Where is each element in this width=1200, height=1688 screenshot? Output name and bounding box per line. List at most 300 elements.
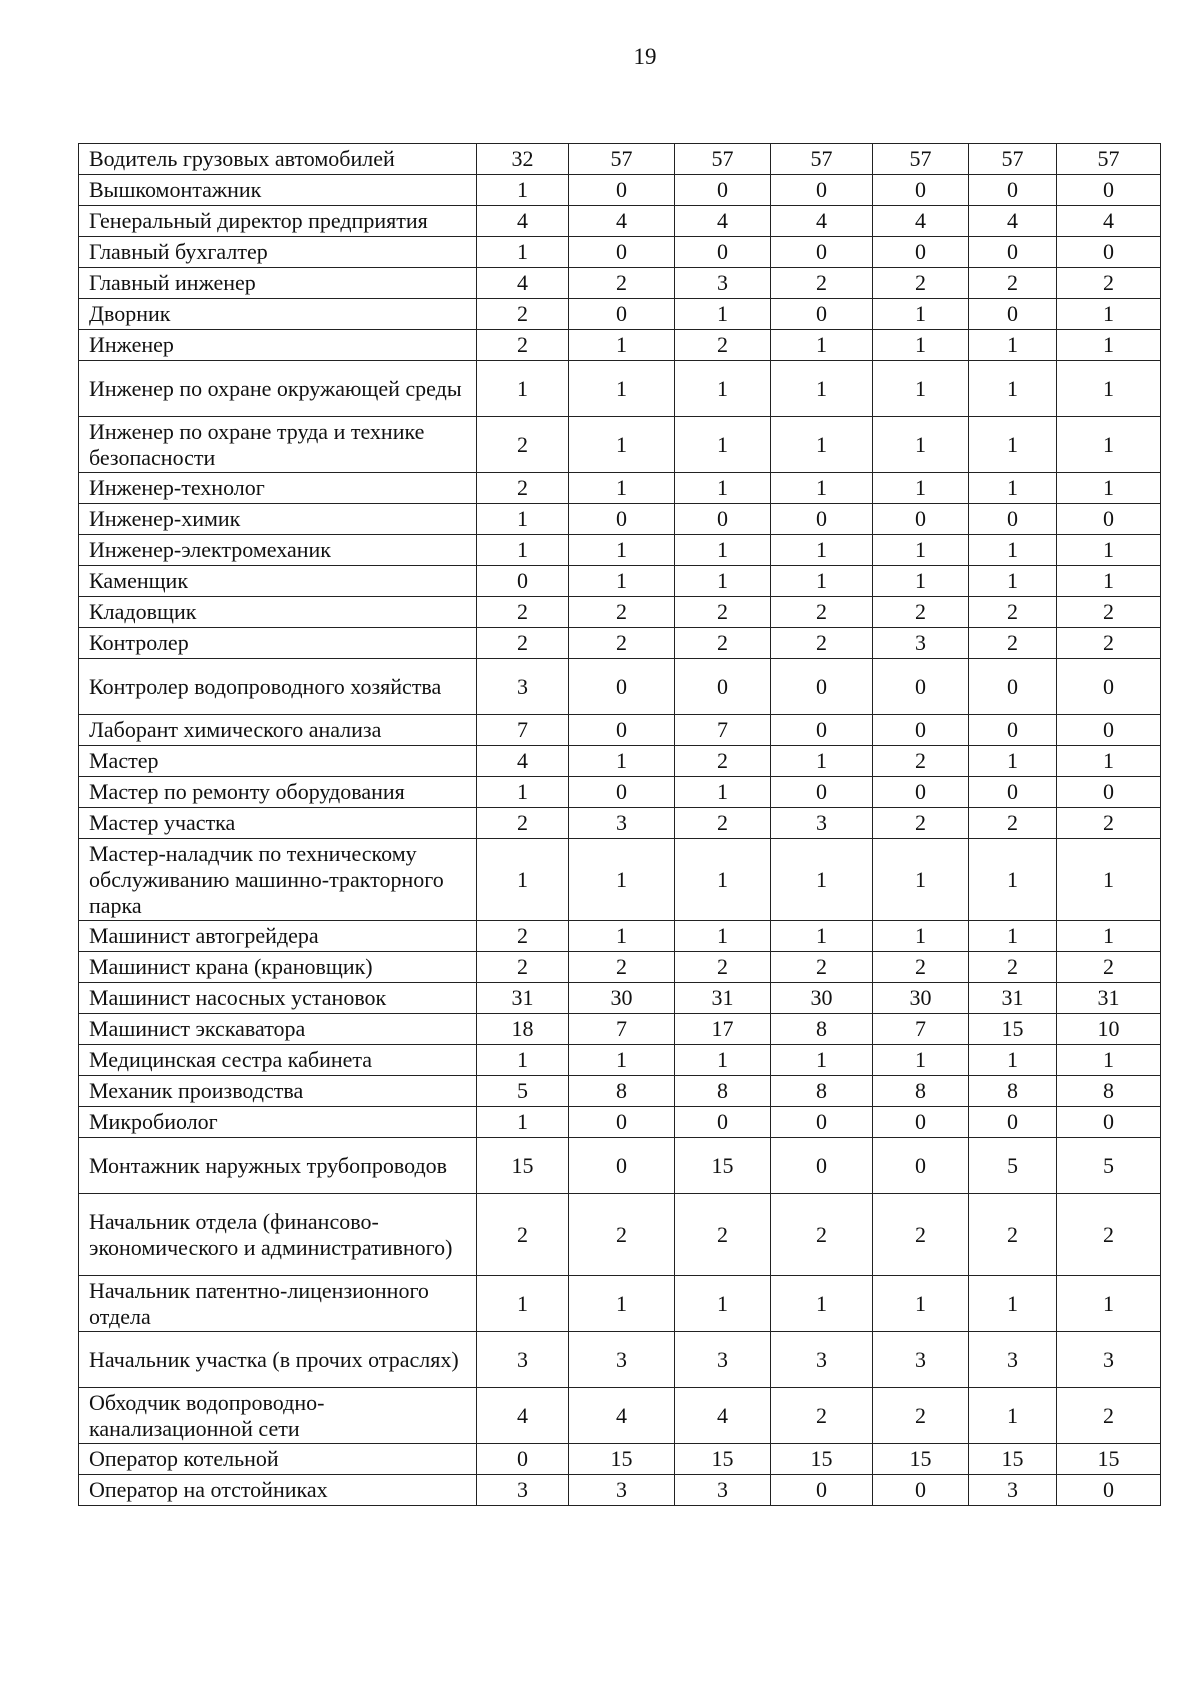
- position-name-cell: Машинист экскаватора: [79, 1014, 477, 1045]
- page-number: 19: [633, 44, 657, 69]
- value-cell: 1: [675, 361, 771, 417]
- staffing-table: [78, 143, 1161, 1506]
- value-cell: 30: [569, 983, 675, 1014]
- value-cell: 2: [569, 268, 675, 299]
- value-cell: 1: [969, 746, 1057, 777]
- value-cell: 3: [569, 1332, 675, 1388]
- position-name-cell: Инженер-технолог: [79, 473, 477, 504]
- position-name-cell: Дворник: [79, 299, 477, 330]
- value-cell: 0: [969, 659, 1057, 715]
- value-cell: 2: [675, 952, 771, 983]
- value-cell: 1: [569, 839, 675, 921]
- value-cell: 1: [569, 1045, 675, 1076]
- value-cell: 2: [771, 268, 873, 299]
- value-cell: 2: [969, 952, 1057, 983]
- position-name-cell: Механик производства: [79, 1076, 477, 1107]
- value-cell: 1: [569, 361, 675, 417]
- value-cell: 1: [569, 417, 675, 473]
- value-cell: 1: [969, 417, 1057, 473]
- position-name-cell: Мастер: [79, 746, 477, 777]
- table-row: [79, 1276, 1161, 1332]
- value-cell: 1: [771, 839, 873, 921]
- position-name-cell: Медицинская сестра кабинета: [79, 1045, 477, 1076]
- table-row: [79, 777, 1161, 808]
- value-cell: 1: [771, 566, 873, 597]
- value-cell: 57: [873, 144, 969, 175]
- value-cell: 2: [477, 417, 569, 473]
- value-cell: 1: [675, 777, 771, 808]
- table-row: [79, 1332, 1161, 1388]
- value-cell: 0: [1057, 1107, 1161, 1138]
- value-cell: 1: [477, 1107, 569, 1138]
- value-cell: 1: [1057, 566, 1161, 597]
- value-cell: 0: [873, 715, 969, 746]
- value-cell: 15: [969, 1444, 1057, 1475]
- value-cell: 3: [771, 1332, 873, 1388]
- value-cell: 1: [969, 361, 1057, 417]
- value-cell: 7: [675, 715, 771, 746]
- value-cell: 3: [969, 1332, 1057, 1388]
- value-cell: 0: [969, 237, 1057, 268]
- value-cell: 1: [569, 1276, 675, 1332]
- value-cell: 1: [569, 921, 675, 952]
- value-cell: 15: [771, 1444, 873, 1475]
- value-cell: 1: [1057, 535, 1161, 566]
- table-row: [79, 566, 1161, 597]
- value-cell: 5: [1057, 1138, 1161, 1194]
- position-name-cell: Машинист насосных установок: [79, 983, 477, 1014]
- position-name-cell: Главный инженер: [79, 268, 477, 299]
- value-cell: 4: [477, 1388, 569, 1444]
- value-cell: 1: [873, 361, 969, 417]
- table-row: [79, 839, 1161, 921]
- position-name-cell: Инженер по охране труда и технике безопасности: [79, 417, 477, 473]
- value-cell: 2: [873, 808, 969, 839]
- table-row: [79, 1138, 1161, 1194]
- value-cell: 1: [873, 921, 969, 952]
- value-cell: 0: [873, 175, 969, 206]
- value-cell: 57: [771, 144, 873, 175]
- value-cell: 0: [873, 1138, 969, 1194]
- value-cell: 1: [771, 473, 873, 504]
- value-cell: 0: [969, 504, 1057, 535]
- value-cell: 1: [1057, 921, 1161, 952]
- value-cell: 0: [969, 299, 1057, 330]
- value-cell: 1: [675, 299, 771, 330]
- position-name-cell: Водитель грузовых автомобилей: [79, 144, 477, 175]
- value-cell: 15: [969, 1014, 1057, 1045]
- value-cell: 1: [1057, 361, 1161, 417]
- value-cell: 1: [771, 921, 873, 952]
- table-row: [79, 206, 1161, 237]
- value-cell: 1: [675, 921, 771, 952]
- table-row: [79, 808, 1161, 839]
- value-cell: 1: [969, 839, 1057, 921]
- value-cell: 2: [771, 1388, 873, 1444]
- value-cell: 1: [477, 237, 569, 268]
- table-row: [79, 417, 1161, 473]
- value-cell: 0: [675, 504, 771, 535]
- value-cell: 1: [569, 746, 675, 777]
- value-cell: 0: [771, 237, 873, 268]
- value-cell: 3: [477, 659, 569, 715]
- position-name-cell: Контролер: [79, 628, 477, 659]
- position-name-cell: Микробиолог: [79, 1107, 477, 1138]
- value-cell: 2: [771, 1194, 873, 1276]
- position-name-cell: Машинист крана (крановщик): [79, 952, 477, 983]
- value-cell: 4: [569, 1388, 675, 1444]
- value-cell: 2: [675, 597, 771, 628]
- position-name-cell: Кладовщик: [79, 597, 477, 628]
- position-name-cell: Начальник патентно-лицензионного отдела: [79, 1276, 477, 1332]
- value-cell: 4: [569, 206, 675, 237]
- value-cell: 0: [969, 715, 1057, 746]
- table-row: [79, 983, 1161, 1014]
- value-cell: 31: [969, 983, 1057, 1014]
- value-cell: 1: [477, 1276, 569, 1332]
- table-row: [79, 1014, 1161, 1045]
- value-cell: 1: [1057, 417, 1161, 473]
- value-cell: 15: [569, 1444, 675, 1475]
- value-cell: 1: [1057, 1276, 1161, 1332]
- value-cell: 4: [477, 268, 569, 299]
- position-name-cell: Начальник участка (в прочих отраслях): [79, 1332, 477, 1388]
- value-cell: 0: [569, 504, 675, 535]
- value-cell: 3: [873, 628, 969, 659]
- value-cell: 0: [1057, 504, 1161, 535]
- value-cell: 1: [873, 330, 969, 361]
- value-cell: 1: [569, 330, 675, 361]
- value-cell: 1: [771, 417, 873, 473]
- value-cell: 1: [477, 777, 569, 808]
- position-name-cell: Машинист автогрейдера: [79, 921, 477, 952]
- value-cell: 2: [873, 952, 969, 983]
- value-cell: 1: [873, 299, 969, 330]
- position-name-cell: Лаборант химического анализа: [79, 715, 477, 746]
- value-cell: 1: [477, 535, 569, 566]
- value-cell: 0: [1057, 175, 1161, 206]
- value-cell: 8: [569, 1076, 675, 1107]
- table-row: [79, 473, 1161, 504]
- value-cell: 57: [1057, 144, 1161, 175]
- value-cell: 1: [675, 1045, 771, 1076]
- value-cell: 1: [873, 535, 969, 566]
- value-cell: 3: [771, 808, 873, 839]
- value-cell: 2: [873, 268, 969, 299]
- value-cell: 5: [477, 1076, 569, 1107]
- value-cell: 1: [771, 1045, 873, 1076]
- value-cell: 4: [675, 1388, 771, 1444]
- value-cell: 1: [771, 535, 873, 566]
- value-cell: 17: [675, 1014, 771, 1045]
- value-cell: 0: [873, 504, 969, 535]
- value-cell: 1: [1057, 299, 1161, 330]
- value-cell: 1: [675, 566, 771, 597]
- value-cell: 1: [771, 1276, 873, 1332]
- value-cell: 2: [569, 1194, 675, 1276]
- value-cell: 31: [1057, 983, 1161, 1014]
- value-cell: 8: [969, 1076, 1057, 1107]
- value-cell: 2: [477, 597, 569, 628]
- value-cell: 1: [1057, 1045, 1161, 1076]
- value-cell: 0: [771, 715, 873, 746]
- value-cell: 0: [675, 659, 771, 715]
- value-cell: 0: [873, 777, 969, 808]
- value-cell: 57: [569, 144, 675, 175]
- table-row: [79, 268, 1161, 299]
- value-cell: 2: [477, 299, 569, 330]
- position-name-cell: Оператор на отстойниках: [79, 1475, 477, 1506]
- value-cell: 3: [675, 1332, 771, 1388]
- value-cell: 1: [675, 473, 771, 504]
- value-cell: 2: [771, 952, 873, 983]
- value-cell: 8: [675, 1076, 771, 1107]
- table-row: [79, 1194, 1161, 1276]
- table-row: [79, 1107, 1161, 1138]
- value-cell: 0: [569, 659, 675, 715]
- value-cell: 4: [477, 206, 569, 237]
- value-cell: 0: [873, 1107, 969, 1138]
- value-cell: 1: [675, 535, 771, 566]
- value-cell: 0: [1057, 715, 1161, 746]
- value-cell: 3: [873, 1332, 969, 1388]
- value-cell: 4: [675, 206, 771, 237]
- value-cell: 0: [675, 237, 771, 268]
- table-row: [79, 1076, 1161, 1107]
- value-cell: 3: [477, 1475, 569, 1506]
- value-cell: 2: [873, 746, 969, 777]
- position-name-cell: Каменщик: [79, 566, 477, 597]
- table-row: [79, 361, 1161, 417]
- value-cell: 0: [477, 566, 569, 597]
- value-cell: 15: [477, 1138, 569, 1194]
- position-name-cell: Мастер по ремонту оборудования: [79, 777, 477, 808]
- value-cell: 0: [675, 1107, 771, 1138]
- value-cell: 1: [1057, 746, 1161, 777]
- value-cell: 2: [969, 268, 1057, 299]
- value-cell: 4: [873, 206, 969, 237]
- position-name-cell: Мастер участка: [79, 808, 477, 839]
- value-cell: 1: [675, 417, 771, 473]
- value-cell: 0: [873, 237, 969, 268]
- value-cell: 4: [969, 206, 1057, 237]
- value-cell: 0: [771, 175, 873, 206]
- table-row: [79, 659, 1161, 715]
- value-cell: 0: [873, 659, 969, 715]
- table-row: [79, 715, 1161, 746]
- value-cell: 31: [675, 983, 771, 1014]
- table-row: [79, 952, 1161, 983]
- value-cell: 1: [477, 504, 569, 535]
- position-name-cell: Обходчик водопроводно-канализационной сети: [79, 1388, 477, 1444]
- value-cell: 2: [969, 808, 1057, 839]
- value-cell: 2: [771, 597, 873, 628]
- value-cell: 57: [675, 144, 771, 175]
- value-cell: 2: [1057, 952, 1161, 983]
- value-cell: 1: [1057, 473, 1161, 504]
- value-cell: 1: [771, 361, 873, 417]
- value-cell: 0: [477, 1444, 569, 1475]
- value-cell: 0: [1057, 659, 1161, 715]
- value-cell: 8: [1057, 1076, 1161, 1107]
- value-cell: 2: [1057, 597, 1161, 628]
- value-cell: 30: [873, 983, 969, 1014]
- value-cell: 1: [675, 1276, 771, 1332]
- value-cell: 0: [771, 1475, 873, 1506]
- position-name-cell: Инженер: [79, 330, 477, 361]
- value-cell: 7: [873, 1014, 969, 1045]
- value-cell: 3: [569, 808, 675, 839]
- value-cell: 2: [873, 597, 969, 628]
- value-cell: 10: [1057, 1014, 1161, 1045]
- value-cell: 0: [1057, 237, 1161, 268]
- table-row: [79, 504, 1161, 535]
- value-cell: 18: [477, 1014, 569, 1045]
- value-cell: 1: [675, 839, 771, 921]
- position-name-cell: Генеральный директор предприятия: [79, 206, 477, 237]
- value-cell: 2: [771, 628, 873, 659]
- table-row: [79, 597, 1161, 628]
- value-cell: 0: [771, 659, 873, 715]
- value-cell: 0: [969, 1107, 1057, 1138]
- value-cell: 2: [477, 808, 569, 839]
- table-row: [79, 299, 1161, 330]
- value-cell: 0: [771, 777, 873, 808]
- table-row: [79, 628, 1161, 659]
- table-row: [79, 175, 1161, 206]
- table-row: [79, 330, 1161, 361]
- value-cell: 4: [477, 746, 569, 777]
- value-cell: 2: [477, 473, 569, 504]
- value-cell: 0: [569, 237, 675, 268]
- value-cell: 15: [675, 1138, 771, 1194]
- value-cell: 1: [873, 1045, 969, 1076]
- value-cell: 2: [969, 1194, 1057, 1276]
- table-body: [79, 144, 1161, 1506]
- value-cell: 4: [771, 206, 873, 237]
- value-cell: 1: [969, 473, 1057, 504]
- table-row: [79, 237, 1161, 268]
- value-cell: 1: [1057, 330, 1161, 361]
- table-row: [79, 921, 1161, 952]
- value-cell: 2: [675, 1194, 771, 1276]
- value-cell: 2: [477, 952, 569, 983]
- value-cell: 0: [675, 175, 771, 206]
- position-name-cell: Инженер-химик: [79, 504, 477, 535]
- value-cell: 8: [771, 1014, 873, 1045]
- table-row: [79, 1045, 1161, 1076]
- value-cell: 15: [675, 1444, 771, 1475]
- position-name-cell: Оператор котельной: [79, 1444, 477, 1475]
- value-cell: 0: [569, 777, 675, 808]
- value-cell: 15: [873, 1444, 969, 1475]
- position-name-cell: Мастер-наладчик по техническому обслуживанию машинно-тракторного парка: [79, 839, 477, 921]
- value-cell: 32: [477, 144, 569, 175]
- value-cell: 1: [569, 473, 675, 504]
- value-cell: 0: [771, 1138, 873, 1194]
- value-cell: 1: [477, 361, 569, 417]
- value-cell: 3: [675, 1475, 771, 1506]
- value-cell: 30: [771, 983, 873, 1014]
- value-cell: 2: [873, 1388, 969, 1444]
- value-cell: 1: [873, 839, 969, 921]
- table-row: [79, 746, 1161, 777]
- value-cell: 0: [569, 1107, 675, 1138]
- value-cell: 57: [969, 144, 1057, 175]
- value-cell: 1: [969, 921, 1057, 952]
- position-name-cell: Инженер по охране окружающей среды: [79, 361, 477, 417]
- value-cell: 1: [477, 1045, 569, 1076]
- value-cell: 2: [969, 628, 1057, 659]
- value-cell: 2: [569, 628, 675, 659]
- value-cell: 1: [1057, 839, 1161, 921]
- position-name-cell: Монтажник наружных трубопроводов: [79, 1138, 477, 1194]
- value-cell: 0: [969, 777, 1057, 808]
- value-cell: 2: [477, 330, 569, 361]
- table-row: [79, 1475, 1161, 1506]
- value-cell: 2: [1057, 1194, 1161, 1276]
- value-cell: 1: [569, 566, 675, 597]
- value-cell: 2: [1057, 268, 1161, 299]
- value-cell: 2: [1057, 628, 1161, 659]
- value-cell: 0: [1057, 777, 1161, 808]
- value-cell: 3: [969, 1475, 1057, 1506]
- position-name-cell: Вышкомонтажник: [79, 175, 477, 206]
- value-cell: 0: [771, 299, 873, 330]
- position-name-cell: Начальник отдела (финансово-экономического и административного): [79, 1194, 477, 1276]
- value-cell: 2: [1057, 808, 1161, 839]
- value-cell: 2: [873, 1194, 969, 1276]
- value-cell: 1: [477, 839, 569, 921]
- value-cell: 1: [873, 1276, 969, 1332]
- value-cell: 1: [873, 566, 969, 597]
- value-cell: 5: [969, 1138, 1057, 1194]
- table-row: [79, 1444, 1161, 1475]
- value-cell: 2: [675, 746, 771, 777]
- position-name-cell: Контролер водопроводного хозяйства: [79, 659, 477, 715]
- value-cell: 0: [569, 1138, 675, 1194]
- value-cell: 0: [569, 299, 675, 330]
- value-cell: 4: [1057, 206, 1161, 237]
- value-cell: 0: [771, 1107, 873, 1138]
- value-cell: 1: [969, 566, 1057, 597]
- position-name-cell: Инженер-электромеханик: [79, 535, 477, 566]
- value-cell: 8: [771, 1076, 873, 1107]
- value-cell: 0: [771, 504, 873, 535]
- value-cell: 1: [477, 175, 569, 206]
- value-cell: 2: [675, 808, 771, 839]
- value-cell: 2: [477, 628, 569, 659]
- value-cell: 0: [969, 175, 1057, 206]
- value-cell: 3: [1057, 1332, 1161, 1388]
- value-cell: 7: [569, 1014, 675, 1045]
- value-cell: 0: [873, 1475, 969, 1506]
- value-cell: 1: [771, 746, 873, 777]
- value-cell: 1: [969, 1276, 1057, 1332]
- value-cell: 2: [569, 952, 675, 983]
- value-cell: 2: [969, 597, 1057, 628]
- value-cell: 2: [675, 330, 771, 361]
- value-cell: 0: [1057, 1475, 1161, 1506]
- value-cell: 2: [569, 597, 675, 628]
- value-cell: 15: [1057, 1444, 1161, 1475]
- value-cell: 1: [969, 535, 1057, 566]
- value-cell: 3: [675, 268, 771, 299]
- value-cell: 0: [569, 175, 675, 206]
- value-cell: 2: [477, 1194, 569, 1276]
- value-cell: 3: [477, 1332, 569, 1388]
- value-cell: 7: [477, 715, 569, 746]
